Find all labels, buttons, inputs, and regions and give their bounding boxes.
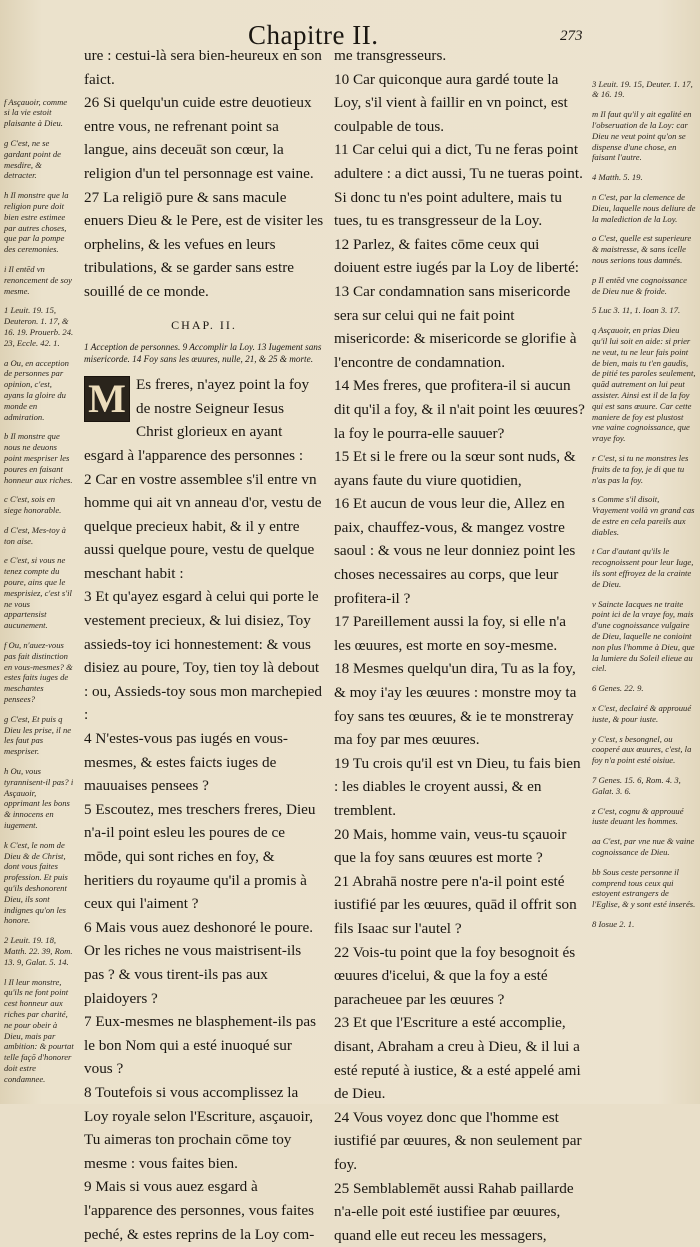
verse: 5 Escoutez, mes treschers freres, Dieu n'a-il point esleu les poures de ce mōde, qui sont riches en foy, & heritiers du royaume qu'il a promis à ceux qui l'aiment ? <box>84 798 324 916</box>
margin-note: q Asçauoir, en prias Dieu qu'il lui soit en aide: si prier ne veut, tu ne leur fais point de bien, mais tu t'en gaudis, de pitié tes paroles seulement, quād autrement on lui peut assister. Ainsi est il de la foy qui est sans œuure. Car cette maniere de foy est plustost vne vaine cognoissance, que vraye foy. <box>592 325 696 444</box>
verse: 9 Mais si vous auez esgard à l'apparence des personnes, vous faites peché, & estes reprins de la Loy com- <box>84 1175 324 1246</box>
margin-note: 2 Leuit. 19. 18, Matth. 22. 39, Rom. 13. 9, Galat. 5. 14. <box>4 935 74 967</box>
verse: 11 Car celui qui a dict, Tu ne feras point adultere : a dict aussi, Tu ne tueras point. Si donc tu n'es point adultere, mais tu tues, tu es transgresseur de la Loy. <box>334 138 586 232</box>
margin-note: a Ou, en acception de personnes par opinion, c'est, ayans la gloire du monde en admiration. <box>4 358 74 423</box>
margin-note: r C'est, si tu ne monstres les fruits de ta foy, je di que tu n'as pas la foy. <box>592 453 696 485</box>
verse: Es freres, n'ayez point la foy de nostre Seigneur Iesus Christ glorieux en ayant esgard à l'apparence des personnes : <box>84 373 324 467</box>
verse: 2 Car en vostre assemblee s'il entre vn homme qui ait vn anneau d'or, vestu de quelque precieux habit, & il y entre aussi quelque poure, vestu de quelque meschant habit : <box>84 468 324 586</box>
margin-note: 8 Iosue 2. 1. <box>592 919 696 930</box>
verse: 16 Et aucun de vous leur die, Allez en paix, chauffez-vous, & mangez vostre saoul : & vous ne leur donniez point les choses necessaires au corps, que leur profitera-il ? <box>334 492 586 610</box>
margin-note: y C'est, s besongnel, ou cooperé aux œuures, c'est, la foy n'a point esté oisiue. <box>592 734 696 766</box>
verse: 6 Mais vous auez deshonoré le poure. Or les riches ne vous maistrisent-ils pas ? & vous tirent-ils pas aux plaidoyers ? <box>84 916 324 1010</box>
verse: 13 Car condamnation sans misericorde sera sur celui qui ne fait point misericorde: & misericorde se glorifie à l'encontre de condamnation. <box>334 280 586 374</box>
verse: 27 La religiō pure & sans macule enuers Dieu & le Pere, est de visiter les orphelins, & les vefues en leurs tribulations, & se garder sans estre souillé de ce monde. <box>84 186 324 304</box>
margin-note: k C'est, le nom de Dieu & de Christ, dont vous faites profession. Et puis qu'ils deshonorent Dieu, ils sont indignes qu'on les honore. <box>4 840 74 926</box>
verse: 22 Vois-tu point que la foy besognoit és œuures d'icelui, & que la foy a esté paracheuee par les œuures ? <box>334 941 586 1012</box>
chapter-title: Chapitre II. <box>248 20 378 51</box>
verse: 24 Vous voyez donc que l'homme est iustifié par œuures, & non seulement par foy. <box>334 1106 586 1177</box>
margin-note: p Il entēd vne cognoissance de Dieu nue & froide. <box>592 275 696 297</box>
chapter-summary: 1 Acception de personnes. 9 Accomplir la Loy. 13 Iugement sans misericorde. 14 Foy sans les œuures, nulle, 21, & 25 & morte. <box>84 341 324 365</box>
margin-note: c C'est, sois en siege honorable. <box>4 494 74 516</box>
verse: 10 Car quiconque aura gardé toute la Loy, s'il vient à faillir en vn poinct, est coulpable de tous. <box>334 68 586 139</box>
margin-note: 3 Leuit. 19. 15, Deuter. 1. 17, & 16. 19. <box>592 79 696 101</box>
margin-note: z C'est, cognu & approuué iuste deuant les hommes. <box>592 806 696 828</box>
margin-note: e C'est, si vous ne tenez compte du poure, ains que le mesprisiez, c'est s'il ne vous appartensist aucunement. <box>4 555 74 631</box>
margin-note: b Il monstre que nous ne deuons point mespriser les poures en faisant honneur aux riches. <box>4 431 74 485</box>
margin-note: 7 Genes. 15. 6, Rom. 4. 3, Galat. 3. 6. <box>592 775 696 797</box>
margin-note: f Ou, n'auez-vous pas fait distinction en vous-mesmes? & estes faits iuges de meschantes pensees? <box>4 640 74 705</box>
margin-note: m Il faut qu'il y ait egalité en l'obseruation de la Loy: car Dieu ne veut point qu'on se dispense d'une chose, en faisant l'autre. <box>592 109 696 163</box>
verse: 3 Et qu'ayez esgard à celui qui porte le vestement precieux, & lui disiez, Toy assieds-toy ici honnestement: & vous disiez au poure, Toy, tien toy là debout : ou, Assieds-toy sous mon marchepied : <box>84 585 324 727</box>
margin-note: f Asçauoir, comme si la vie estoit plaisante à Dieu. <box>4 97 74 129</box>
verse: 23 Et que l'Escriture a esté accomplie, disant, Abraham a creu à Dieu, & il lui a esté reputé à iustice, & a esté appelé ami de Dieu. <box>334 1011 586 1105</box>
left-top-verses <box>84 44 324 304</box>
verse: me transgresseurs. <box>334 44 586 68</box>
chapter-heading: CHAP. II. <box>84 314 324 338</box>
margin-note: v Saincte Iacques ne traite point ici de la vraye foy, mais d'une cognoissance vulgaire de Dieu, laquelle ne conioint non plus l'homme à Dieu, que la lumiere du Soleil elieue au ciel. <box>592 599 696 675</box>
margin-note: aa C'est, par vne nue & vaine cognoissance de Dieu. <box>592 836 696 858</box>
margin-note: 4 Matth. 5. 19. <box>592 172 696 183</box>
verse: 15 Et si le frere ou la sœur sont nuds, & ayans faute du viure quotidien, <box>334 445 586 492</box>
margin-note: g C'est, Et puis q Dieu les prise, il ne les faut pas mespriser. <box>4 714 74 757</box>
verse: 14 Mes freres, que profitera-il si aucun dit qu'il a foy, & il n'ait point les œuures? la foy le pourra-elle sauuer? <box>334 374 586 445</box>
margin-note: h Ou, vous tyrannisent-il pas? i Asçauoir, opprimant les bons & innocens en iugement. <box>4 766 74 831</box>
verse: 20 Mais, homme vain, veus-tu sçauoir que la foy sans œuures est morte ? <box>334 823 586 870</box>
margin-note: t Car d'autant qu'ils le recognoissent pour leur Iuge, ils sont effroyez de la crainte de Dieu. <box>592 546 696 589</box>
margin-note: x C'est, declairé & approuué iuste, & pour iuste. <box>592 703 696 725</box>
verse: 26 Si quelqu'un cuide estre deuotieux entre vous, ne refrenant point sa langue, ains deceuāt son cœur, la religion d'un tel personnage est vaine. <box>84 91 324 185</box>
verse: 7 Eux-mesmes ne blasphement-ils pas le bon Nom qui a esté inuoqué sur vous ? <box>84 1010 324 1081</box>
chapter-verses <box>84 373 324 1246</box>
margin-note: h Il monstre que la religion pure doit bien estre estimee par autres choses, que par la pompe des ceremonies. <box>4 190 74 255</box>
verse: ure : cestui-là sera bien-heureux en son faict. <box>84 44 324 91</box>
verse: 8 Toutefois si vous accomplissez la Loy royale selon l'Escriture, asçauoir, Tu aimeras ton prochain cōme toy mesme : vous faites bien. <box>84 1081 324 1175</box>
margin-note: i Il entēd vn renoncement de soy mesme. <box>4 264 74 296</box>
verse: 19 Tu crois qu'il est vn Dieu, tu fais bien : les diables le croyent aussi, & en tremblent. <box>334 752 586 823</box>
verse: 12 Parlez, & faites cōme ceux qui doiuent estre iugés par la Loy de liberté: <box>334 233 586 280</box>
margin-note: 5 Luc 3. 11, 1. Ioan 3. 17. <box>592 305 696 316</box>
margin-note: s Comme s'il disoit, Vrayement voilà vn grand cas de estre en cela pareils aux diables. <box>592 494 696 537</box>
right-margin-notes <box>592 70 696 939</box>
verse: 21 Abrahā nostre pere n'a-il point esté iustifié par les œuures, quād il offrit son fils Isaac sur l'autel ? <box>334 870 586 941</box>
margin-note: l Il leur monstre, qu'ils ne font point cest honneur aux riches par charité, ne pour obeir à Dieu, mais par ambition: & pourtat telle façō d'honorer doit estre condamnee. <box>4 977 74 1085</box>
verse: 18 Mesmes quelqu'un dira, Tu as la foy, & moy i'ay les œuures : monstre moy ta foy sans tes œuures, & ie te monstreray ma foy par mes œuures. <box>334 657 586 751</box>
right-verse-list <box>334 44 586 1247</box>
verse: 4 N'estes-vous pas iugés en vous-mesmes, & estes faicts iuges de mauuaises pensees ? <box>84 727 324 798</box>
verse: 17 Pareillement aussi la foy, si elle n'a les œuures, est morte en soy-mesme. <box>334 610 586 657</box>
left-verse-list <box>84 373 324 1246</box>
margin-note: bb Sous ceste personne il comprend tous ceux qui estoyent estrangers de l'Eglise, & y sont esté inserés. <box>592 867 696 910</box>
margin-note: d C'est, Mes-toy à ton aise. <box>4 525 74 547</box>
margin-note: g C'est, ne se gardant point de mesdire, & detracter. <box>4 138 74 181</box>
left-column <box>84 44 324 1246</box>
margin-note: n C'est, par la clemence de Dieu, laquelle nous deliure de la malediction de la Loy. <box>592 192 696 224</box>
left-margin-notes <box>4 88 74 1094</box>
margin-note: 1 Leuit. 19. 15, Deuteron. 1. 17, & 16. 19. Prouerb. 24. 23, Eccle. 42. 1. <box>4 305 74 348</box>
margin-note: o C'est, quelle est superieure & maistresse, & sans icelle nous serions tous damnés. <box>592 233 696 265</box>
margin-note: 6 Genes. 22. 9. <box>592 683 696 694</box>
right-column <box>334 44 586 1247</box>
drop-cap: M <box>84 376 130 422</box>
verse: 25 Semblablemēt aussi Rahab paillarde n'a-elle poit esté iustifiee par œuures, quand elle eut receu les messagers, <box>334 1177 586 1247</box>
page-number: 273 <box>560 28 583 45</box>
